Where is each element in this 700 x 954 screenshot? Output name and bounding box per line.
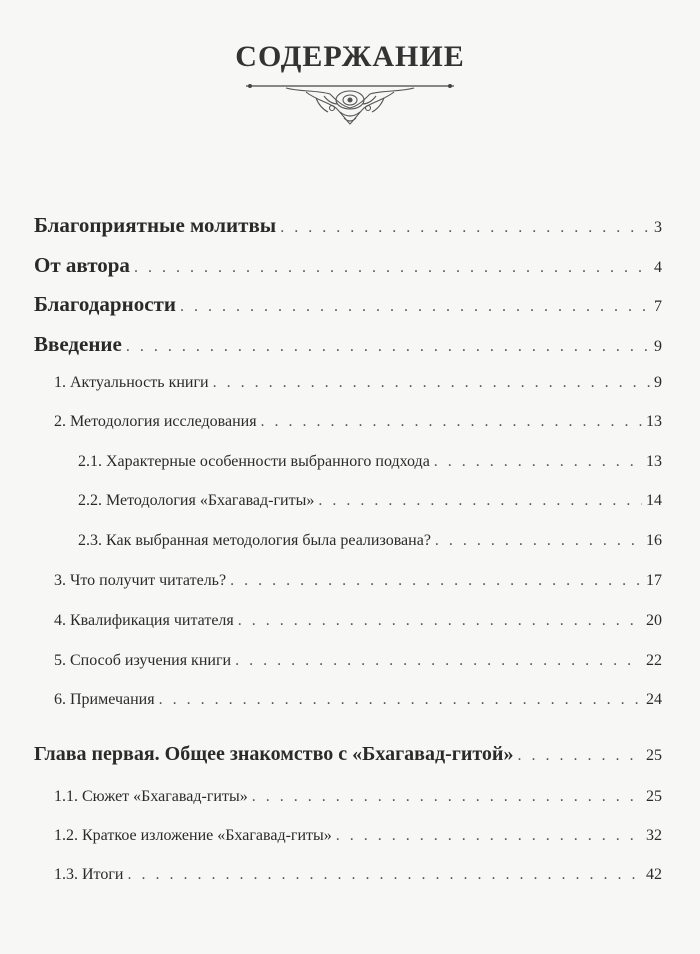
- dot-leader: [213, 374, 650, 392]
- toc-entry-title: От автора: [34, 253, 130, 277]
- toc-entry-page: 16: [646, 532, 662, 549]
- toc-entry[interactable]: [78, 492, 662, 510]
- toc-entry-page: 4: [654, 259, 662, 276]
- toc-entry[interactable]: [54, 866, 662, 884]
- toc-entry-page: 25: [646, 747, 662, 764]
- toc-entry-title: 1.2. Краткое изложение «Бхагавад-гиты»: [54, 827, 332, 844]
- toc-entry-page: 42: [646, 866, 662, 883]
- toc-entry-title: 2. Методология исследования: [54, 413, 257, 430]
- toc-entry-page: 13: [646, 413, 662, 430]
- dot-leader: [134, 259, 650, 277]
- toc-entry-page: 13: [646, 453, 662, 470]
- toc-entry[interactable]: [54, 572, 662, 590]
- toc-entry-title: 2.1. Характерные особенности выбранного подхода: [78, 453, 430, 470]
- toc-entry-title: 2.2. Методология «Бхагавад-гиты»: [78, 492, 315, 509]
- toc-entry-title: 1. Актуальность книги: [54, 374, 209, 391]
- toc-entry-page: 20: [646, 612, 662, 629]
- toc-entry[interactable]: [54, 788, 662, 806]
- dot-leader: [127, 866, 642, 884]
- toc-entry-title: 4. Квалификация читателя: [54, 612, 234, 629]
- toc-entry[interactable]: [78, 532, 662, 550]
- dot-leader: [238, 612, 642, 630]
- toc-chapter-entry[interactable]: [34, 743, 662, 766]
- toc-entry-title: Благоприятные молитвы: [34, 213, 277, 237]
- dot-leader: [126, 338, 650, 356]
- page-title: СОДЕРЖАНИЕ: [235, 40, 465, 73]
- toc-entry[interactable]: [54, 691, 662, 709]
- dot-leader: [180, 298, 650, 316]
- toc-entry-title: 3. Что получит читатель?: [54, 572, 227, 589]
- toc-entry-page: 9: [654, 338, 662, 355]
- toc-entry-title: 1.1. Сюжет «Бхагавад-гиты»: [54, 788, 248, 805]
- toc-entry-page: 25: [646, 788, 662, 805]
- toc-entry[interactable]: [54, 652, 662, 670]
- toc-entry-page: 14: [646, 492, 662, 509]
- toc-entry-page: 24: [646, 691, 662, 708]
- dot-leader: [434, 453, 642, 471]
- dot-leader: [261, 413, 642, 431]
- toc-entry[interactable]: [54, 413, 662, 431]
- toc-entry-title: Глава первая. Общее знакомство с «Бхагавад-гитой»: [34, 743, 514, 765]
- dot-leader: [159, 691, 642, 709]
- toc-entry-page: 17: [646, 572, 662, 589]
- dot-leader: [435, 532, 642, 550]
- toc-entry-page: 22: [646, 652, 662, 669]
- dot-leader: [517, 747, 642, 765]
- toc-entry-title: 5. Способ изучения книги: [54, 652, 232, 669]
- dot-leader: [235, 652, 642, 670]
- toc-entry[interactable]: [34, 332, 662, 357]
- toc-entry[interactable]: [78, 453, 662, 471]
- toc-entry[interactable]: [54, 612, 662, 630]
- toc-entry-title: 6. Примечания: [54, 691, 155, 708]
- toc-entry-page: 32: [646, 827, 662, 844]
- dot-leader: [252, 788, 642, 806]
- toc-entry-page: 7: [654, 298, 662, 315]
- dot-leader: [280, 219, 650, 237]
- toc-entry-title: 2.3. Как выбранная методология была реализована?: [78, 532, 431, 549]
- toc-entry[interactable]: [34, 292, 662, 317]
- dot-leader: [318, 492, 642, 510]
- toc-entry[interactable]: [54, 374, 662, 392]
- toc-entry-title: 1.3. Итоги: [54, 866, 124, 883]
- toc-entry[interactable]: [54, 827, 662, 845]
- toc-entry-page: 3: [654, 219, 662, 236]
- dot-leader: [336, 827, 642, 845]
- toc-entry-page: 9: [654, 374, 662, 391]
- toc-entry[interactable]: [34, 253, 662, 278]
- toc-entry-title: Введение: [34, 332, 122, 356]
- toc-entry[interactable]: [34, 213, 662, 238]
- toc-entry-title: Благодарности: [34, 292, 176, 316]
- dot-leader: [230, 572, 642, 590]
